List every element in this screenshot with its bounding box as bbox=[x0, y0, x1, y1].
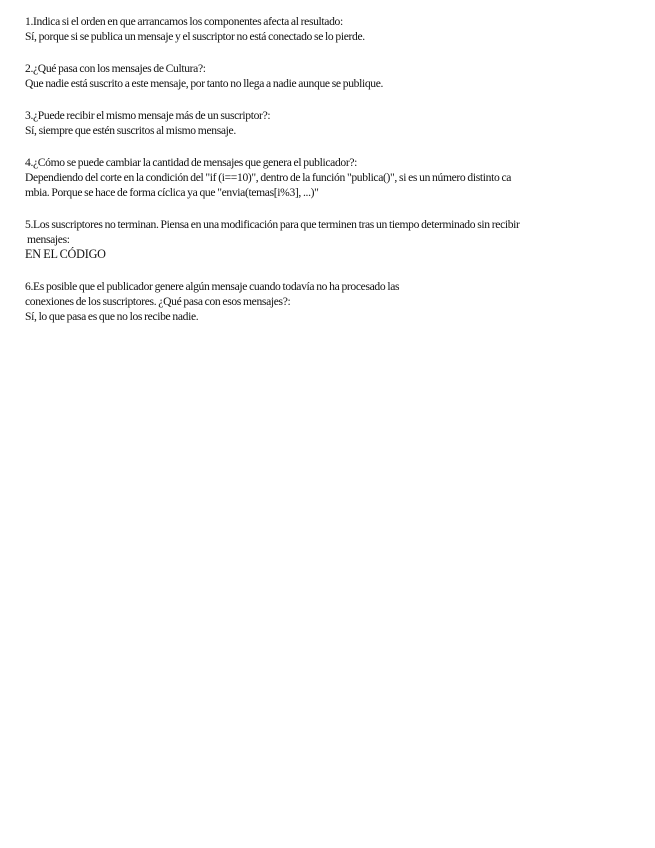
question-1: 1.Indica si el orden en que arrancamos los componentes afecta al resultado: bbox=[25, 15, 343, 28]
question-3: 3.¿Puede recibir el mismo mensaje más de un suscriptor?: bbox=[25, 109, 271, 122]
answer-4-line-1: Dependiendo del corte en la condición del "if (i==10)", dentro de la función "publica()", si es un número distinto ca bbox=[25, 171, 512, 184]
question-5-line-1: 5.Los suscriptores no terminan. Piensa en una modificación para que terminen tras un tiempo determinado sin recibir bbox=[25, 218, 520, 231]
question-4: 4.¿Cómo se puede cambiar la cantidad de mensajes que genera el publicador?: bbox=[25, 156, 358, 169]
qa-item-1 bbox=[25, 14, 635, 44]
question-5-line-2: mensajes: bbox=[25, 233, 70, 246]
answer-4-line-2: mbia. Porque se hace de forma cíclica ya que "envia(temas[i%3], ...)" bbox=[25, 186, 319, 199]
qa-item-2 bbox=[25, 61, 635, 91]
answer-1: Sí, porque si se publica un mensaje y el suscriptor no está conectado se lo pierde. bbox=[25, 30, 365, 43]
question-2: 2.¿Qué pasa con los mensajes de Cultura?: bbox=[25, 62, 206, 75]
qa-item-4 bbox=[25, 155, 635, 200]
qa-item-5 bbox=[25, 217, 635, 262]
answer-2: Que nadie está suscrito a este mensaje, por tanto no llega a nadie aunque se publique. bbox=[25, 77, 384, 90]
document-page bbox=[25, 14, 635, 341]
question-6-line-2: conexiones de los suscriptores. ¿Qué pasa con esos mensajes?: bbox=[25, 295, 291, 308]
question-6-line-1: 6.Es posible que el publicador genere algún mensaje cuando todavía no ha procesado las bbox=[25, 280, 400, 293]
answer-5: EN EL CÓDIGO bbox=[25, 247, 106, 261]
qa-item-6 bbox=[25, 279, 635, 324]
qa-item-3 bbox=[25, 108, 635, 138]
answer-3: Sí, siempre que estén suscritos al mismo mensaje. bbox=[25, 124, 236, 137]
answer-6: Sí, lo que pasa es que no los recibe nadie. bbox=[25, 310, 199, 323]
